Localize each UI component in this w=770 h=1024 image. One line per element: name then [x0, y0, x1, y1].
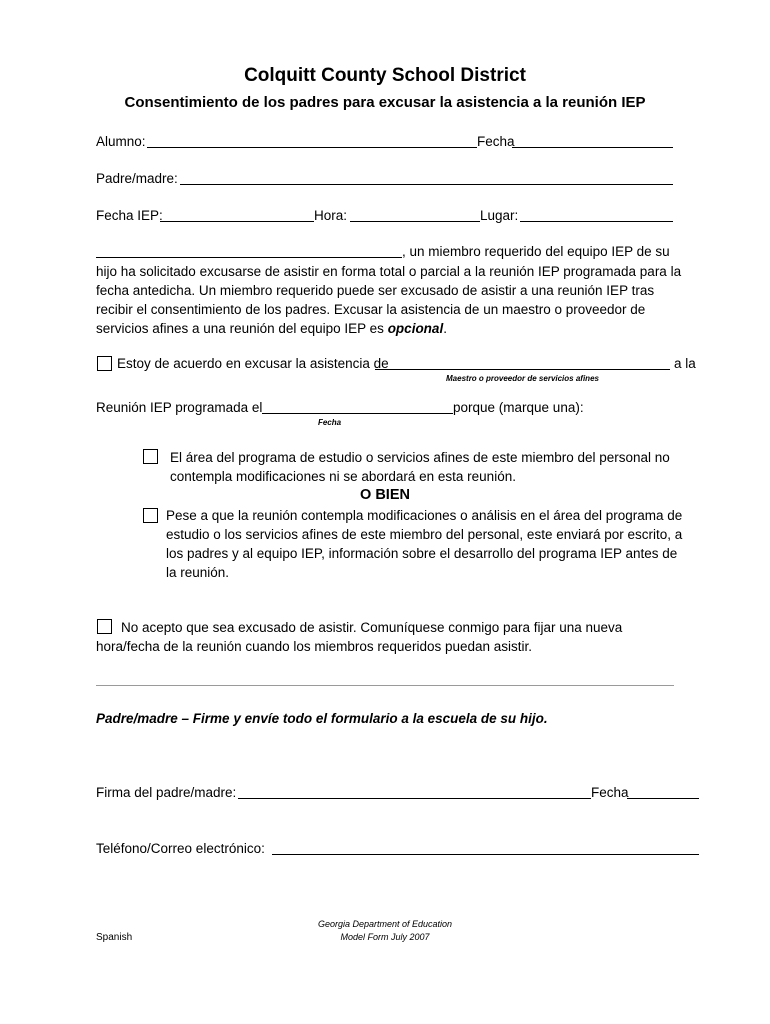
fecha-field[interactable] [512, 147, 673, 148]
signature-label: Firma del padre/madre: [96, 785, 237, 800]
meeting-date-field[interactable] [262, 413, 453, 414]
alumno-label: Alumno: [96, 134, 146, 149]
fecha-iep-field[interactable] [160, 221, 314, 222]
option-a-checkbox[interactable] [143, 449, 158, 464]
padre-madre-label: Padre/madre: [96, 171, 178, 186]
member-name-field[interactable] [96, 257, 402, 258]
or-separator: O BIEN [360, 487, 410, 503]
option-a-text: El área del programa de estudio o servicios afines de este miembro del personal no contempla modificaciones ni se abordará en esta reunión. [170, 450, 670, 484]
member-caption: Maestro o proveedor de servicios afines [446, 374, 599, 383]
fecha-label: Fecha [477, 134, 515, 149]
contact-field[interactable] [272, 854, 699, 855]
meeting-label: Reunión IEP programada el [96, 400, 263, 415]
document-subtitle: Consentimiento de los padres para excusar la asistencia a la reunión IEP [124, 94, 646, 111]
separator-rule [96, 685, 674, 686]
signature-date-field[interactable] [627, 798, 699, 799]
option-b-text: Pese a que la reunión contempla modificaciones o análisis en el área del programa de estudio o los servicios afines de este miembro del personal, este enviará por escrito, a los padres y al equipo IEP, información sobre el desarrollo del programa IEP antes de la reunión. [166, 508, 683, 580]
hora-field[interactable] [350, 221, 480, 222]
intro-body: hijo ha solicitado excusarse de asistir en forma total o parcial a la reunión IEP programada para la fecha antedicha. Un miembro requerido puede ser excusado de asistir a una reunión IEP tras recibir el consentimiento de los padres. Excusar la asistencia de un maestro o proveedor de servicios afines a una reunión del equipo IEP es [96, 264, 682, 336]
signature-fecha-label: Fecha [591, 785, 629, 800]
meeting-suffix: porque (marque una): [453, 400, 584, 415]
agree-suffix: a la [674, 356, 696, 371]
date-caption: Fecha [317, 418, 342, 427]
intro-emphasis: opcional [387, 321, 444, 336]
document-title: Colquitt County School District [244, 65, 526, 86]
disagree-label: No acepto que sea excusado de asistir. Comuníquese conmigo para fijar una nueva hora/fecha de la reunión cuando los miembros requeridos puedan asistir. [96, 620, 623, 654]
excused-member-field[interactable] [375, 369, 670, 370]
intro-paragraph [96, 262, 686, 338]
alumno-field[interactable] [147, 147, 477, 148]
fecha-iep-label: Fecha IEP: [96, 208, 163, 223]
intro-first-line: , un miembro requerido del equipo IEP de su [402, 244, 670, 259]
footer-source-line1: Georgia Department of Education [317, 919, 453, 929]
instruction-text: Padre/madre – Firme y envíe todo el formulario a la escuela de su hijo. [96, 711, 548, 726]
intro-end: . [443, 321, 447, 336]
footer-source-line2: Model Form July 2007 [340, 932, 430, 942]
signature-field[interactable] [238, 798, 591, 799]
agree-checkbox[interactable] [97, 356, 112, 371]
option-b-checkbox[interactable] [143, 508, 158, 523]
disagree-text [96, 618, 656, 656]
contact-label: Teléfono/Correo electrónico: [96, 841, 265, 856]
hora-label: Hora: [314, 208, 348, 223]
lugar-field[interactable] [520, 221, 673, 222]
footer-language: Spanish [96, 932, 133, 943]
lugar-label: Lugar: [480, 208, 519, 223]
agree-label: Estoy de acuerdo en excusar la asistencia de [117, 356, 389, 371]
padre-madre-field[interactable] [180, 184, 673, 185]
